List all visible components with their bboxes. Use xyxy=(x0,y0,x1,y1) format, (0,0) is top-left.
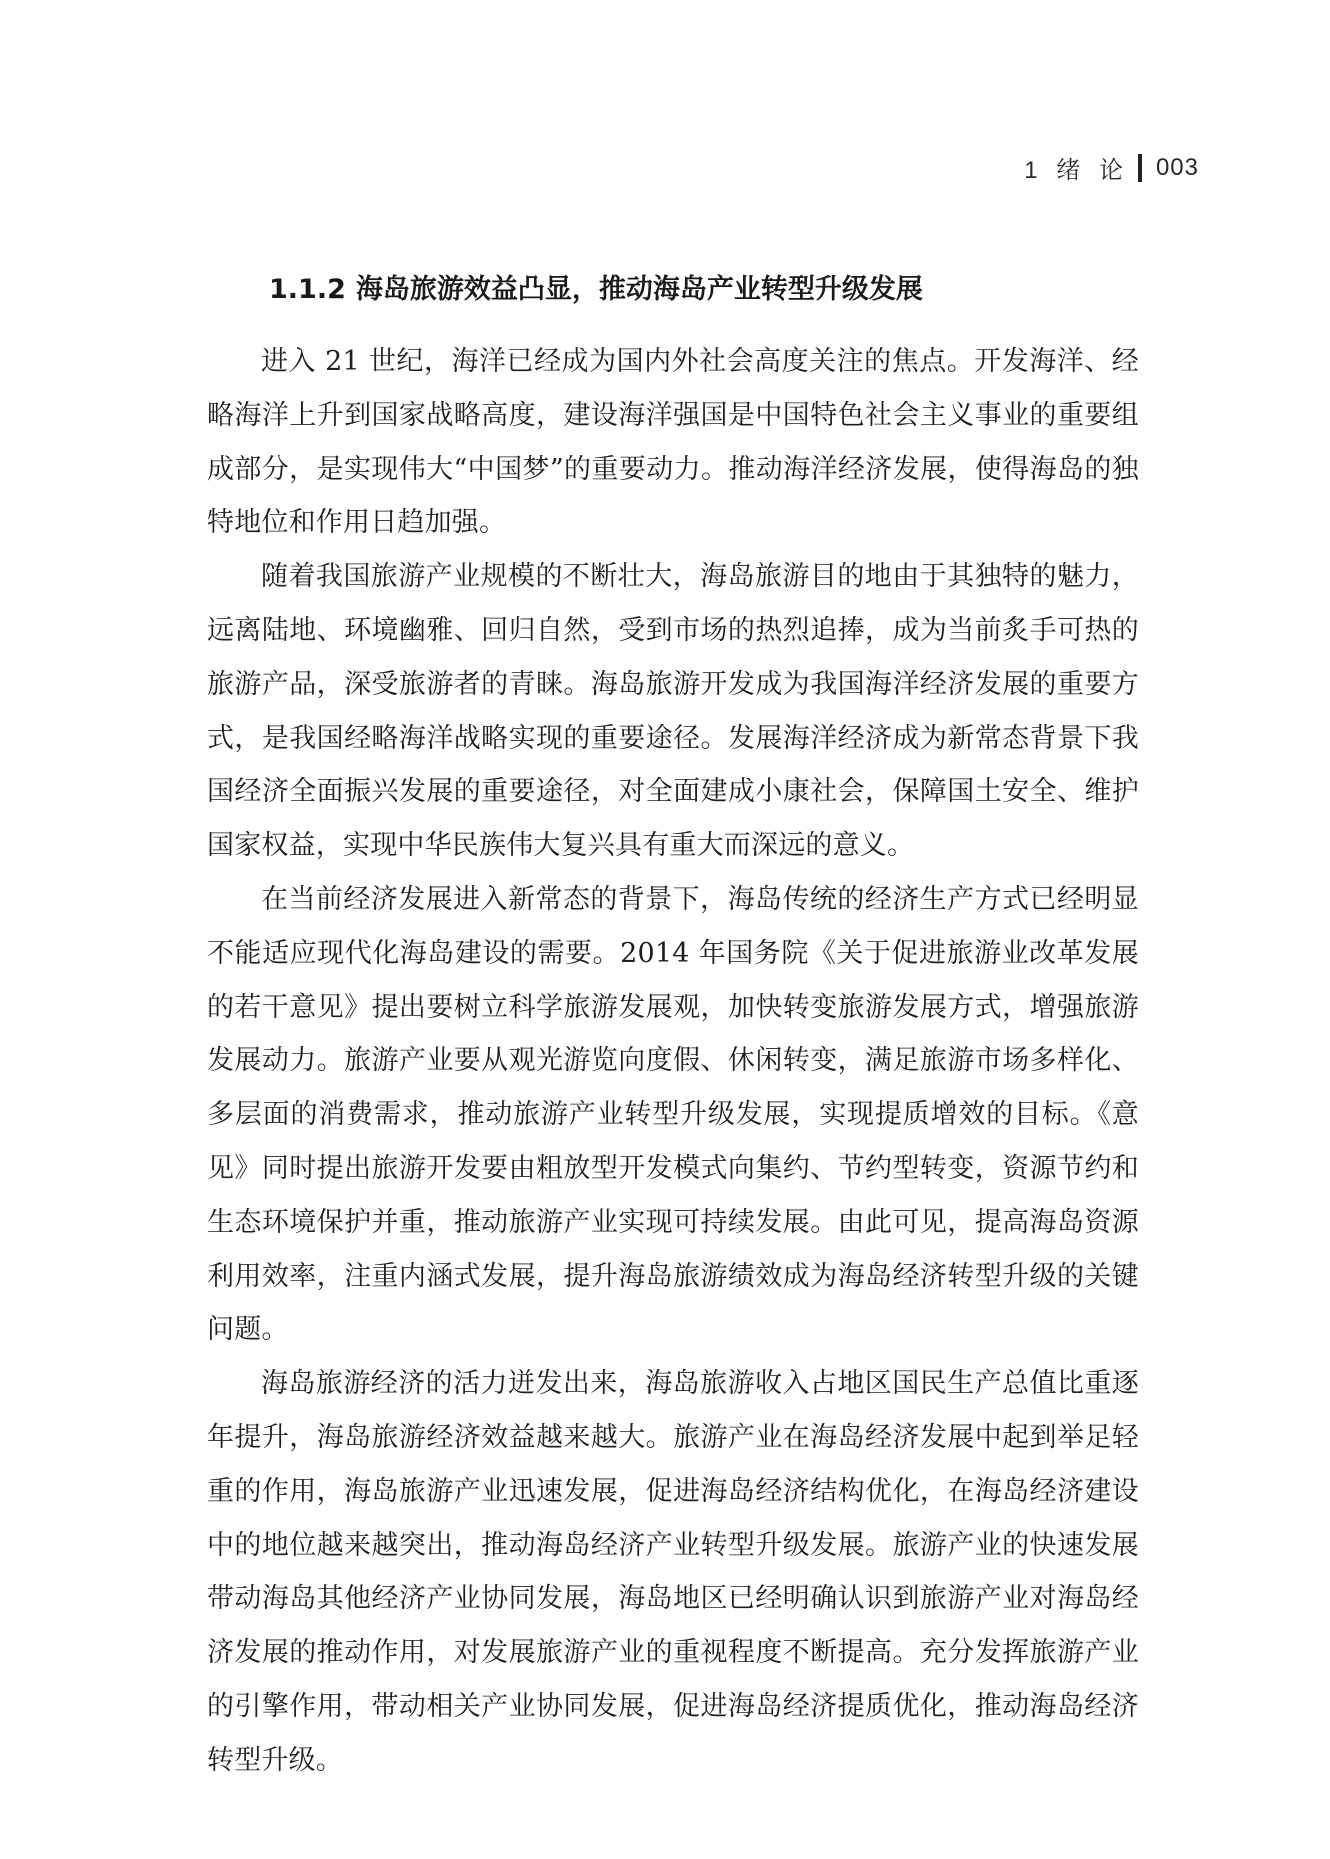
section-number: 1.1.2 xyxy=(269,274,346,305)
header-divider xyxy=(1138,154,1142,182)
paragraph-3: 在当前经济发展进入新常态的背景下，海岛传统的经济生产方式已经明显不能适应现代化海岛建设的需要。2014 年国务院《关于促进旅游业改革发展的若干意见》提出要树立科学旅游发展观，加快转变旅游发展方式，增强旅游发展动力。旅游产业要从观光游览向度假、休闲转变，满足旅游市场多样化、多层面的消费需求，推动旅游产业转型升级发展，实现提质增效的目标。《意见》同时提出旅游开发要由粗放型开发模式向集约、节约型转变，资源节约和生态环境保护并重，推动旅游产业实现可持续发展。由此可见，提高海岛资源利用效率，注重内涵式发展，提升海岛旅游绩效成为海岛经济转型升级的关键问题。 xyxy=(207,883,1139,1346)
paragraph-2: 随着我国旅游产业规模的不断壮大，海岛旅游目的地由于其独特的魅力，远离陆地、环境幽雅、回归自然，受到市场的热烈追捧，成为当前炙手可热的旅游产品，深受旅游者的青睐。海岛旅游开发成为我国海洋经济发展的重要方式，是我国经略海洋战略实现的重要途径。发展海洋经济成为新常态背景下我国经济全面振兴发展的重要途径，对全面建成小康社会，保障国土安全、维护国家权益，实现中华民族伟大复兴具有重大而深远的意义。 xyxy=(207,561,1139,862)
chapter-title: 1 绪 论 xyxy=(1024,157,1124,184)
running-head xyxy=(1024,150,1199,185)
paragraph-4: 海岛旅游经济的活力迸发出来，海岛旅游收入占地区国民生产总值比重逐年提升，海岛旅游经济效益越来越大。旅游产业在海岛经济发展中起到举足轻重的作用，海岛旅游产业迅速发展，促进海岛经济结构优化，在海岛经济建设中的地位越来越突出，推动海岛经济产业转型升级发展。旅游产业的快速发展带动海岛其他经济产业协同发展，海岛地区已经明确认识到旅游产业对海岛经济发展的推动作用，对发展旅游产业的重视程度不断提高。充分发挥旅游产业的引擎作用，带动相关产业协同发展，促进海岛经济提质优化，推动海岛经济转型升级。 xyxy=(207,1368,1139,1776)
section-heading xyxy=(269,265,1139,315)
paragraph-1: 进入 21 世纪，海洋已经成为国内外社会高度关注的焦点。开发海洋、经略海洋上升到国家战略高度，建设海洋强国是中国特色社会主义事业的重要组成部分，是实现伟大“中国梦”的重要动力。推动海洋经济发展，使得海岛的独特地位和作用日趋加强。 xyxy=(207,346,1139,539)
page-number: 003 xyxy=(1155,153,1199,181)
section-title: 海岛旅游效益凸显，推动海岛产业转型升级发展 xyxy=(355,274,923,305)
page-body xyxy=(207,265,1139,1788)
